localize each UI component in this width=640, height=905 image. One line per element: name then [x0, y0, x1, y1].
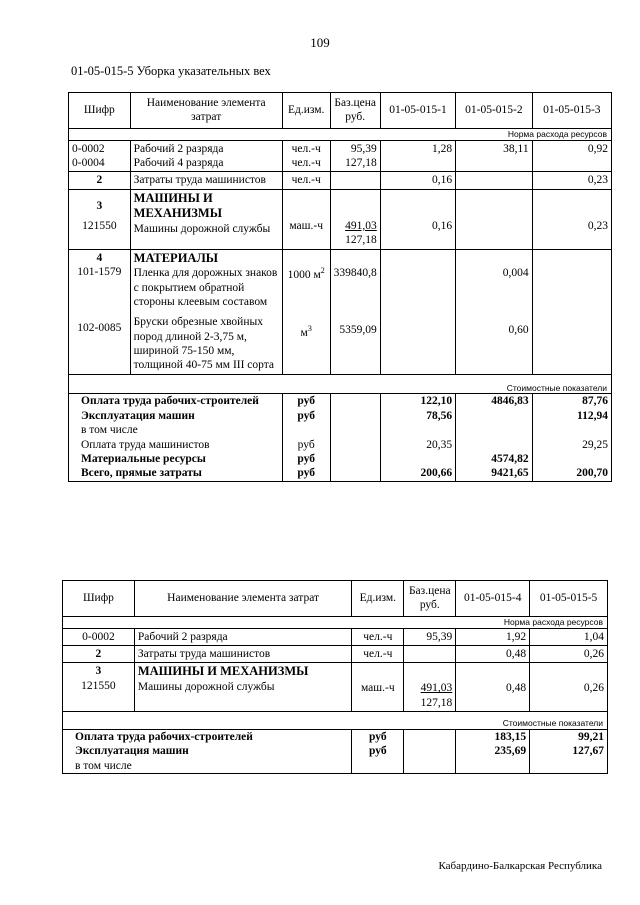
section-title: 01-05-015-5 Уборка указательных вех [71, 64, 271, 78]
row-value: 0,26 [583, 682, 604, 695]
row-value: 0,16 [380, 172, 455, 189]
row-value: 0,48 [506, 682, 527, 695]
row-price: 5359,09 [339, 323, 377, 336]
summary-value [456, 438, 532, 452]
summary-value: 78,56 [380, 409, 455, 423]
footer-region: Кабардино-Балкарская Республика [438, 860, 602, 872]
summary-value: 4846,83 [456, 394, 532, 409]
header-unit: Ед.изм. [282, 93, 330, 129]
row-unit: чел.-ч [352, 646, 404, 663]
summary-value: 235,69 [456, 744, 530, 758]
row-value: 0,004 [502, 266, 529, 279]
header-col-2: 01-05-015-5 [530, 581, 608, 617]
header-col-2: 01-05-015-2 [456, 93, 532, 129]
row-value [456, 172, 532, 189]
row-name: Пленка для дорожных знаков с покрытием обратной стороны клеевым составом [133, 267, 278, 308]
row-value: 0,92 [587, 142, 608, 155]
summary-value: 127,67 [530, 744, 608, 758]
row-code: 4 [96, 251, 103, 264]
row-value: 0,23 [532, 172, 611, 189]
summary-value [380, 452, 455, 466]
header-price: Баз.цена руб. [330, 93, 380, 129]
header-col-1: 01-05-015-1 [380, 93, 455, 129]
summary-row [69, 409, 612, 423]
norm-label-row [63, 617, 608, 629]
row-price: 491,03 [420, 682, 453, 695]
summary-unit: руб [352, 729, 404, 744]
row-code: 0-0004 [72, 157, 105, 169]
table-row [63, 628, 608, 645]
row-name: Бруски обрезные хвойных пород длиной 2-3,75 м, шириной 75-150 мм, толщиной 40-75 мм III сорта [133, 316, 275, 372]
summary-name: Всего, прямые затраты [69, 466, 283, 481]
summary-name: Оплата труда рабочих-строителей [69, 394, 283, 409]
row-unit: 1000 м [287, 268, 321, 281]
norm-label-row [69, 129, 612, 141]
header-code: Шифр [69, 93, 131, 129]
row-value: 38,11 [503, 142, 529, 155]
row-unit: чел.-ч [352, 628, 404, 645]
header-unit: Ед.изм. [352, 581, 404, 617]
row-code: 121550 [81, 679, 116, 692]
summary-row [69, 466, 612, 481]
summary-name: Материальные ресурсы [69, 452, 283, 466]
summary-row [63, 744, 608, 758]
row-value: 1,28 [432, 142, 453, 155]
summary-row [63, 759, 608, 774]
summary-value: 87,76 [532, 394, 611, 409]
table-row [69, 249, 612, 374]
row-value [459, 191, 528, 219]
cost-label: Стоимостные показатели [63, 712, 608, 730]
summary-value: 99,21 [530, 729, 608, 744]
norm-label: Норма расхода ресурсов [69, 129, 612, 141]
summary-name: Оплата труда машинистов [69, 438, 283, 452]
summary-value: 112,94 [532, 409, 611, 423]
summary-value: 183,15 [456, 729, 530, 744]
header-name: Наименование элемента затрат [134, 581, 351, 617]
resource-table-2 [62, 580, 608, 774]
summary-unit: руб [282, 466, 330, 481]
row-name: Машины дорожной службы [137, 681, 275, 693]
row-code: 3 [95, 665, 102, 678]
row-value: 1,04 [530, 628, 608, 645]
summary-name: в том числе [69, 423, 283, 437]
summary-name: Оплата труда рабочих-строителей [63, 729, 352, 744]
row-value: 0,23 [587, 219, 608, 232]
summary-row [69, 452, 612, 466]
summary-value: 29,25 [532, 438, 611, 452]
row-unit: маш.-ч [360, 682, 395, 695]
row-name: Рабочий 2 разряда [134, 628, 351, 645]
row-value: 0,16 [432, 219, 453, 232]
row-price [330, 172, 380, 189]
row-price: 127,18 [345, 234, 377, 247]
cost-label: Стоимостные показатели [69, 374, 612, 394]
summary-value: 4574,82 [456, 452, 532, 466]
summary-name: в том числе [63, 759, 352, 774]
cost-label-row [63, 712, 608, 730]
row-unit: чел.-ч [291, 157, 321, 169]
summary-value: 20,35 [380, 438, 455, 452]
summary-row [69, 423, 612, 437]
row-code: 102-0085 [77, 322, 122, 335]
summary-value: 200,66 [380, 466, 455, 481]
row-price: 127,18 [420, 696, 453, 709]
summary-unit: руб [352, 744, 404, 758]
row-name: Машины дорожной службы [133, 223, 271, 235]
row-value: 0,60 [508, 323, 529, 336]
table-row [69, 140, 612, 172]
row-price: 95,39 [404, 628, 456, 645]
row-code: 2 [69, 172, 131, 189]
header-code: Шифр [63, 581, 135, 617]
header-name: Наименование элемента затрат [130, 93, 282, 129]
norm-label: Норма расхода ресурсов [63, 617, 608, 629]
header-col-1: 01-05-015-4 [456, 581, 530, 617]
summary-value: 9421,65 [456, 466, 532, 481]
row-unit: м [300, 326, 308, 339]
summary-unit: руб [282, 438, 330, 452]
resource-table-1 [68, 92, 612, 482]
row-code: 0-0002 [72, 142, 105, 155]
row-value: 1,92 [456, 628, 530, 645]
section-heading: МАШИНЫ И МЕХАНИЗМЫ [133, 190, 222, 221]
table-row [63, 646, 608, 663]
summary-row [69, 394, 612, 409]
row-price: 95,39 [350, 142, 377, 155]
row-code: 121550 [82, 220, 117, 233]
summary-value: 200,70 [532, 466, 611, 481]
row-value: 0,48 [456, 646, 530, 663]
row-unit: маш.-ч [289, 219, 323, 232]
row-code: 2 [63, 646, 135, 663]
summary-value [532, 452, 611, 466]
unit-superscript: 3 [307, 323, 312, 333]
row-unit: чел.-ч [282, 172, 330, 189]
table-header-row [69, 93, 612, 129]
page-number: 109 [310, 35, 330, 50]
summary-name: Эксплуатация машин [69, 409, 283, 423]
section-heading: МАШИНЫ И МЕХАНИЗМЫ [137, 664, 309, 679]
cost-label-row [69, 374, 612, 394]
header-price: Баз.цена руб. [404, 581, 456, 617]
summary-value [456, 409, 532, 423]
row-code: 0-0002 [63, 628, 135, 645]
table-row [63, 663, 608, 712]
unit-superscript: 2 [320, 265, 325, 275]
summary-unit: руб [282, 394, 330, 409]
row-name: Затраты труда машинистов [134, 646, 351, 663]
summary-unit: руб [282, 452, 330, 466]
row-name: Рабочий 2 разряда [133, 142, 224, 155]
summary-unit: руб [282, 409, 330, 423]
table-header-row [63, 581, 608, 617]
row-price: 127,18 [345, 157, 377, 169]
row-code: 3 [96, 199, 103, 212]
summary-value: 122,10 [380, 394, 455, 409]
row-price: 339840,8 [333, 266, 377, 279]
row-name: Затраты труда машинистов [130, 172, 282, 189]
section-heading: МАТЕРИАЛЫ [133, 250, 219, 265]
row-unit: чел.-ч [291, 142, 321, 155]
summary-name: Эксплуатация машин [63, 744, 352, 758]
row-code: 101-1579 [77, 265, 122, 278]
row-name: Рабочий 4 разряда [133, 157, 224, 169]
header-col-3: 01-05-015-3 [532, 93, 611, 129]
row-value: 0,26 [530, 646, 608, 663]
summary-row [69, 438, 612, 452]
row-price: 491,03 [345, 219, 377, 232]
row-price [404, 646, 456, 663]
table-row [69, 172, 612, 189]
table-row [69, 189, 612, 249]
summary-row [63, 729, 608, 744]
